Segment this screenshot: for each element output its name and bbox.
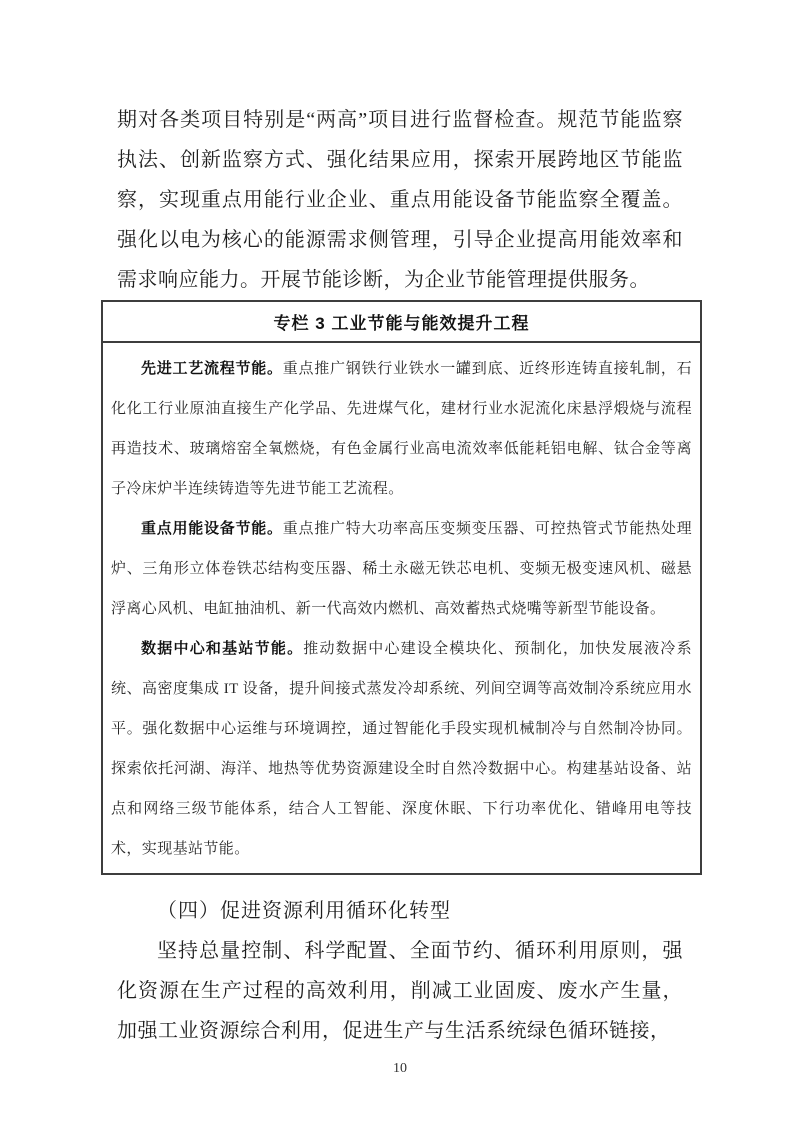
feature-box xyxy=(101,300,702,875)
box-paragraph-text: 推动数据中心建设全模块化、预制化，加快发展液冷系统、高密度集成 IT 设备，提升间接式蒸发冷却系统、列间空调等高效制冷系统应用水平。强化数据中心运维与环境调控，通过智能化手段实现机械制冷与自然制冷协同。探索依托河湖、海洋、地热等优势资源建设全时自然冷数据中心。构建基站设备、站点和网络三级节能体系，结合人工智能、深度休眠、下行功率优化、错峰用电等技术，实现基站节能。 xyxy=(111,641,692,857)
body-paragraph-top: 期对各类项目特别是“两高”项目进行监督检查。规范节能监察执法、创新监察方式、强化结果应用，探索开展跨地区节能监察，实现重点用能行业企业、重点用能设备节能监察全覆盖。强化以电为核心的能源需求侧管理，引导企业提高用能效率和需求响应能力。开展节能诊断，为企业节能管理提供服务。 xyxy=(117,109,683,291)
feature-box-header xyxy=(103,302,700,343)
body-paragraph-bottom: 坚持总量控制、科学配置、全面节约、循环利用原则，强化资源在生产过程的高效利用，削减工业固废、废水产生量，加强工业资源综合利用，促进生产与生活系统绿色循环链接， xyxy=(117,940,683,1042)
box-paragraph-lead: 重点用能设备节能。 xyxy=(141,520,283,537)
box-paragraph-lead: 数据中心和基站节能。 xyxy=(141,640,304,657)
box-paragraph-text: 重点推广特大功率高压变频变压器、可控热管式节能热处理炉、三角形立体卷铁芯结构变压器、稀土永磁无铁芯电机、变频无极变速风机、磁悬浮离心风机、电缸抽油机、新一代高效内燃机、高效蓄热式烧嘴等新型节能设备。 xyxy=(111,521,692,617)
feature-box-body xyxy=(103,343,700,873)
box-paragraph-advanced-process xyxy=(111,349,692,509)
box-paragraph-lead: 先进工艺流程节能。 xyxy=(141,360,283,377)
box-paragraph-key-equipment xyxy=(111,509,692,629)
box-paragraph-datacenter-basestation xyxy=(111,629,692,869)
section-heading: （四）促进资源利用循环化转型 xyxy=(157,900,451,922)
page-number: 10 xyxy=(393,1061,407,1076)
feature-box-title: 专栏 3 工业节能与能效提升工程 xyxy=(273,314,530,333)
box-paragraph-text: 重点推广钢铁行业铁水一罐到底、近终形连铸直接轧制，石化化工行业原油直接生产化学品、先进煤气化，建材行业水泥流化床悬浮煅烧与流程再造技术、玻璃熔窑全氧燃烧，有色金属行业高电流效率低能耗铝电解、钛合金等离子冷床炉半连续铸造等先进节能工艺流程。 xyxy=(111,361,692,497)
